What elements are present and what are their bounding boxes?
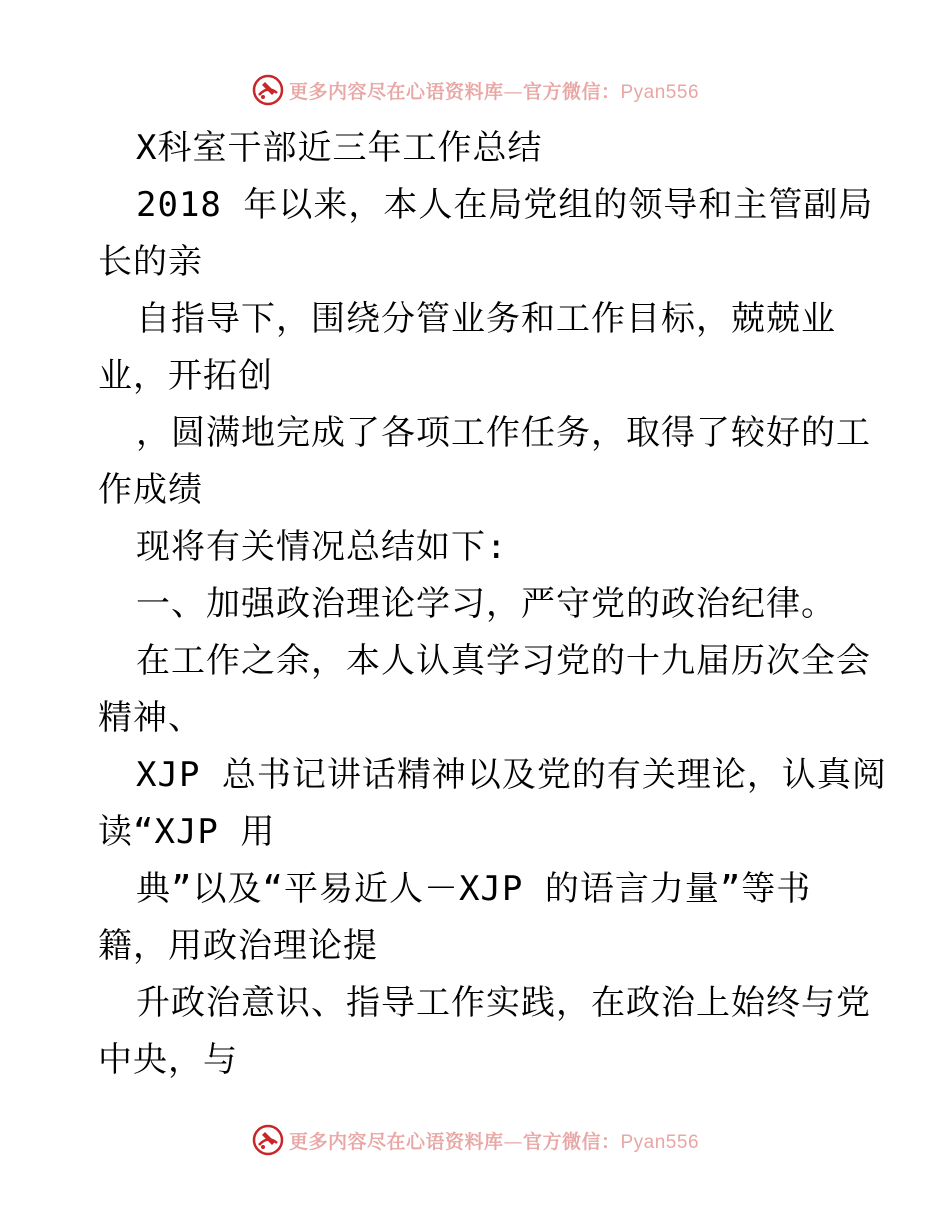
document-line: 升政治意识、指导工作实践，在政治上始终与党 <box>136 983 871 1023</box>
document-line: 自指导下，围绕分管业务和工作目标，兢兢业 <box>136 299 836 339</box>
watermark-text <box>289 77 699 104</box>
watermark-separator: — <box>503 80 523 103</box>
document-line: 籍，用政治理论提 <box>98 926 378 966</box>
book-pen-logo-icon <box>251 1123 285 1157</box>
document-line: 2018 年以来，本人在局党组的领导和主管副局 <box>136 185 874 225</box>
document-line: ，圆满地完成了各项工作任务，取得了较好的工 <box>136 413 871 453</box>
watermark-suffix: 官方微信： <box>522 1130 621 1153</box>
document-line: XJP 总书记讲话精神以及党的有关理论，认真阅 <box>136 755 887 795</box>
book-pen-logo-icon <box>251 73 285 107</box>
document-line: 长的亲 <box>98 242 203 282</box>
document-line: 作成绩 <box>98 470 203 510</box>
watermark-main: 更多内容尽在心语资料库 <box>288 1130 504 1153</box>
watermark-footer <box>0 1120 950 1160</box>
document-line: 中央，与 <box>98 1040 238 1080</box>
watermark-text <box>289 1127 699 1154</box>
document-line: 在工作之余，本人认真学习党的十九届历次全会 <box>136 641 871 681</box>
watermark-header <box>0 70 950 110</box>
watermark-wechat-id: Pyan556 <box>620 1131 700 1153</box>
document-line: 典”以及“平易近人－XJP 的语言力量”等书 <box>136 869 812 909</box>
document-line: 读“XJP 用 <box>98 812 276 852</box>
watermark-separator: — <box>503 1130 523 1153</box>
document-title: X科室干部近三年工作总结 <box>136 128 543 168</box>
document-line: 现将有关情况总结如下: <box>136 527 508 567</box>
watermark-main: 更多内容尽在心语资料库 <box>288 80 504 103</box>
document-line: 精神、 <box>98 698 203 738</box>
section-heading: 一、加强政治理论学习，严守党的政治纪律。 <box>136 584 836 624</box>
watermark-suffix: 官方微信： <box>522 80 621 103</box>
document-body <box>98 120 887 1089</box>
watermark-wechat-id: Pyan556 <box>620 81 700 103</box>
document-line: 业，开拓创 <box>98 356 273 396</box>
